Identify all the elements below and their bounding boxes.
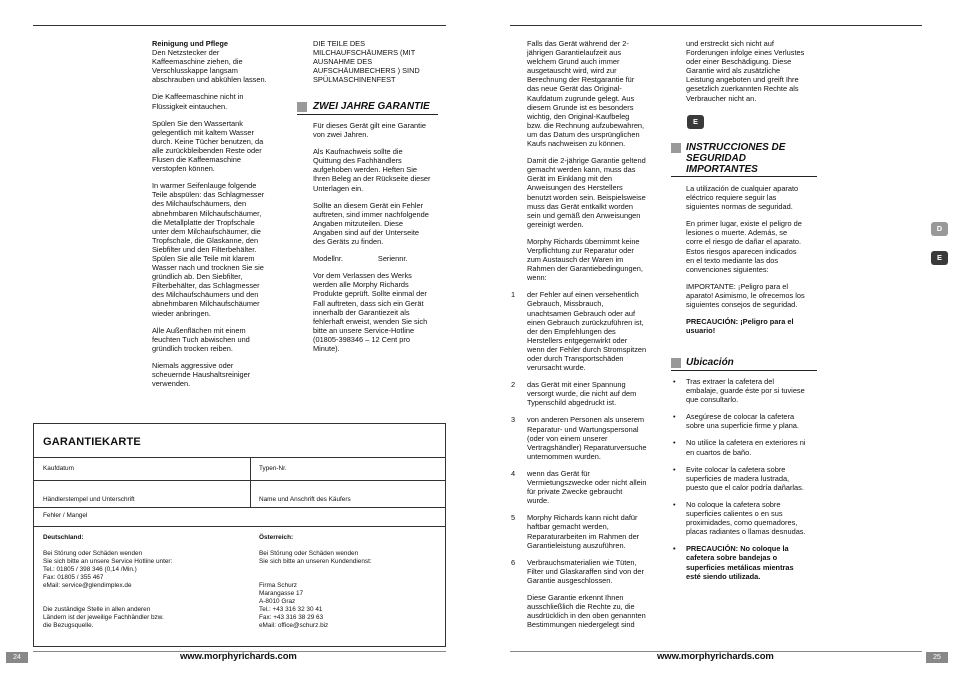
bullet-icon: • [673, 464, 676, 474]
bullet-icon: • [673, 499, 676, 509]
list-item [511, 468, 662, 506]
paragraph: Morphy Richards übernimmt keine Verpflichtung zur Reparatur oder zum Austausch der Waren im Rahmen der Garantiebedingungen, wenn: [527, 236, 643, 283]
list-item [673, 412, 821, 431]
paragraph: En primer lugar, existe el peligro de lesiones o muerte. Además, se corre el riesgo de dañar el aparato. Estos riesgos aparecen indicados en el texto mediante las dos convenciones siguientes: [686, 219, 802, 274]
list-item [673, 377, 821, 405]
paragraph: Spülen Sie den Wassertank gelegentlich mit kaltem Wasser durch. Keine Tücher benutzen, da alle zurückbleibenden Reste oder Flusen die Kaffeemaschine verstopfen können. [152, 118, 264, 174]
cleaning-title: Reinigung und Pflege [152, 39, 228, 48]
list-item [511, 557, 662, 585]
list-item [673, 499, 821, 537]
fault-label: Fehler / Mangel [43, 512, 88, 519]
paragraph: Die Kaffeemaschine nicht in Flüssigkeit eintauchen. [152, 92, 244, 111]
paragraph: Niemals aggressive oder scheuernde Haushaltsreiniger verwenden. [152, 360, 251, 389]
guarantee-card [33, 423, 446, 647]
bullet-text: No coloque la cafetera sobre superficies calientes o en sus proximidades, como quemadores, placas radiantes o llamas desnudas. [686, 499, 806, 537]
list-item [673, 464, 821, 492]
card-row-line [34, 507, 445, 508]
paragraph: Damit die 2-jährige Garantie geltend gemacht werden kann, muss das Gerät im Einklang mit den Anweisungen des Herstellers benutzt worden sein. Beispielsweise muss das Gerät entkalkt worden sein und gemäß den Anweisungen gereinigt werden. [527, 156, 646, 229]
top-rule-left [33, 25, 446, 26]
type-number-label: Typen-Nr. [259, 465, 287, 472]
left-col-1 [152, 39, 287, 396]
list-item [511, 380, 662, 408]
website-url-left: www.morphyrichards.com [180, 651, 297, 662]
item-text: Morphy Richards kann nicht dafür haftbar gemacht werden, Reparaturarbeiten im Rahmen der Garantieleistung auszuführen. [527, 513, 640, 550]
caution-note: PRECAUCIÓN: ¡Peligro para el usuario! [686, 317, 794, 336]
card-divider [250, 457, 251, 507]
location-bullets [673, 377, 821, 589]
right-col-2-intro [686, 39, 821, 111]
austria-address: Firma Schurz Marangasse 17 A-8010 Graz Tel.: +43 316 32 30 41 Fax: +43 316 38 29 63 eMail: office@schurz.biz [259, 582, 329, 629]
austria-heading: Österreich: [259, 534, 294, 541]
left-col-2-intro [313, 39, 448, 92]
page-number-left: 24 [6, 652, 28, 663]
germany-contact: Bei Störung oder Schäden wenden Sie sich bitte an unsere Service Hotline unter: Tel.: 01805 / 398 346 (0,14 /Min.) Fax: 01805 / 355 467 eMail: service@glendimplex.de [43, 550, 173, 589]
side-tab-e: E [931, 251, 948, 265]
dishwasher-note: DIE TEILE DES MILCHAUFSCHÄUMERS (MIT AUSNAHME DES AUFSCHÄUMBECHERS ) SIND SPÜLMASCHINENFEST [313, 39, 420, 85]
card-title-row-line [34, 457, 445, 458]
website-url-right: www.morphyrichards.com [657, 651, 774, 662]
card-row-line [34, 526, 445, 527]
list-item [673, 544, 821, 581]
germany-footnote: Die zuständige Stelle in allen anderen Ländern ist der jeweilige Fachhändler bzw. die Bezugsquelle. [43, 606, 164, 629]
heading-underline [671, 176, 817, 177]
paragraph: und erstreckt sich nicht auf Forderungen infolge eines Verlustes oder einer Beschädigung. Diese Garantie wird als zusätzliche Leistung angeboten und greift Ihre gesetzlich zuerkannten Rechte als Verbraucher nicht an. [686, 39, 805, 103]
paragraph: Den Netzstecker der Kaffeemaschine ziehen, die Verschlusskappe langsam abschrauben und abkühlen lassen. [152, 48, 267, 85]
paragraph: Alle Außenflächen mit einem feuchten Tuch abwischen und gründlich trocken reiben. [152, 325, 250, 353]
item-text: das Gerät mit einer Spannung versorgt wurde, die nicht auf dem Typenschild abgedruckt ist. [527, 380, 637, 408]
austria-contact: Bei Störung oder Schäden wenden Sie sich bitte an unseren Kundendienst: [259, 550, 372, 565]
purchase-date-label: Kaufdatum [43, 465, 74, 472]
warranty-heading: ZWEI JAHRE GARANTIE [313, 101, 430, 112]
card-title: GARANTIEKARTE [43, 436, 141, 448]
paragraph: Als Kaufnachweis sollte die Quittung des Fachhändlers aufgehoben werden. Heften Sie Ihren Beleg an der Rückseite dieser Unterlagen ein. [313, 147, 431, 193]
paragraph: La utilización de cualquier aparato eléctrico requiere seguir las siguientes normas de seguridad. [686, 184, 799, 212]
list-item [511, 513, 662, 550]
item-number: 4 [511, 468, 516, 478]
model-serial: Modellnr. Seriennr. [313, 254, 408, 264]
paragraph: IMPORTANTE: ¡Peligro para el aparato! Asimismo, le ofrecemos los siguientes consejos de seguridad. [686, 281, 805, 310]
item-text: Verbrauchsmaterialien wie Tüten, Filter und Glaskaraffen sind von der Garantie ausgeschlossen. [527, 557, 644, 585]
bullet-icon: • [673, 438, 676, 448]
heading-marker [297, 102, 307, 112]
paragraph: Sollte an diesem Gerät ein Fehler auftreten, sind immer nachfolgende Angaben mitzuteilen. Diese Angaben sind auf der Unterseite des Geräts zu finden. [313, 200, 429, 247]
list-item [511, 290, 662, 373]
bullet-text: Asegúrese de colocar la cafetera sobre una superficie firme y plana. [686, 412, 799, 431]
paragraph: Diese Garantie erkennt Ihnen ausschließlich die Rechte zu, die ausdrücklich in den oben genannten Bestimmungen niedergelegt sind [527, 592, 646, 630]
bullet-icon: • [673, 544, 676, 554]
dealer-stamp-label: Händlerstempel und Unterschrift [43, 496, 135, 503]
paragraph: Falls das Gerät während der 2- jährigen Garantielaufzeit aus welchem Grund auch immer ausgetauscht wird, wird zur Berechnung der Restgarantie für das neue Gerät das Original- Kaufdatum zugrunde gelegt. Aus diesem Grunde ist es besonders wichtig, den Original-Kaufbeleg bzw. die Rechnung aufzubewahren, um das Datum des ursprünglichen Kaufs nachweisen zu können. [527, 39, 645, 149]
bullet-icon: • [673, 412, 676, 422]
location-heading: Ubicación [686, 357, 734, 368]
item-text: wenn das Gerät für Vermietungszwecke oder nicht allein für private Zwecke gebraucht wurde. [527, 468, 647, 506]
language-badge-e: E [687, 115, 704, 129]
paragraph: Vor dem Verlassen des Werks werden alle Morphy Richards Produkte geprüft. Sollte einmal der Fall auftreten, dass sich ein Gerät innerhalb der Garantiezeit als fehlerhaft erweist, wenden Sie sich bitte an unsere Service-Hotline (01805-398346 – 12 Cent pro Minute). [313, 271, 428, 353]
germany-heading: Deutschland: [43, 534, 84, 541]
left-col-2 [313, 121, 448, 361]
right-col-1 [511, 39, 662, 637]
list-item [673, 438, 821, 457]
item-number: 2 [511, 380, 516, 390]
paragraph: Für dieses Gerät gilt eine Garantie von zwei Jahren. [313, 121, 426, 140]
bullet-text: PRECAUCIÓN: No coloque la cafetera sobre bandejas o superficies metálicas mientras esté siendo utilizada. [686, 544, 794, 581]
item-number: 1 [511, 290, 516, 300]
safety-heading: INSTRUCCIONES DE SEGURIDAD IMPORTANTES [686, 142, 786, 175]
side-tab-d: D [931, 222, 948, 236]
item-text: der Fehler auf einen versehentlich Gebrauch, Missbrauch, unachtsamen Gebrauch oder auf einen Gebrauch zurückzuführen ist, der den Empfehlungen des Herstellers entgegenwirkt oder wenn der Fehler durch Stromspitzen oder durch Transportschäden verursacht wurde. [527, 290, 647, 373]
list-item [511, 415, 662, 461]
heading-marker [671, 143, 681, 153]
card-row-line [34, 480, 445, 481]
bullet-text: Tras extraer la cafetera del embalaje, guarde éste por si tuviese que consultarlo. [686, 377, 805, 405]
heading-marker [671, 358, 681, 368]
bullet-text: Evite colocar la cafetera sobre superficies de madera lustrada, puesto que el calor podría dañarlas. [686, 464, 804, 492]
heading-underline [297, 114, 438, 115]
item-number: 5 [511, 513, 516, 523]
item-number: 6 [511, 557, 516, 567]
heading-underline [671, 370, 817, 371]
item-text: von anderen Personen als unserem Reparatur- und Wartungspersonal (oder von einem unserer Vertragshändler) Reparaturversuche unternommen wurden. [527, 415, 647, 461]
buyer-address-label: Name und Anschrift des Käufers [259, 496, 351, 503]
page-number-right: 25 [926, 652, 948, 663]
bullet-icon: • [673, 377, 676, 386]
bullet-text: No utilice la cafetera en exteriores ni en cuartos de baño. [686, 438, 806, 457]
right-col-2 [686, 184, 821, 343]
top-rule-right [510, 25, 922, 26]
item-number: 3 [511, 415, 516, 425]
paragraph: In warmer Seifenlauge folgende Teile abspülen: das Schlagmesser des Milchaufschäumers, den abnehmbaren Milchaufschäumer, die Metallplatte der Tropfschale unter dem Milchaufschäumer, die Tropfschale, die Glaskanne, den Siebfilter und den Filterbehälter. Spülen Sie alle Teile mit klarem Wasser nach und trocknen Sie sie gründlich ab. Den Siebfilter, Filterbehälter, das Schlagmesser des Milchaufschäumers und den abnehmbaren Milchaufschäumer wieder anbringen. [152, 181, 265, 318]
